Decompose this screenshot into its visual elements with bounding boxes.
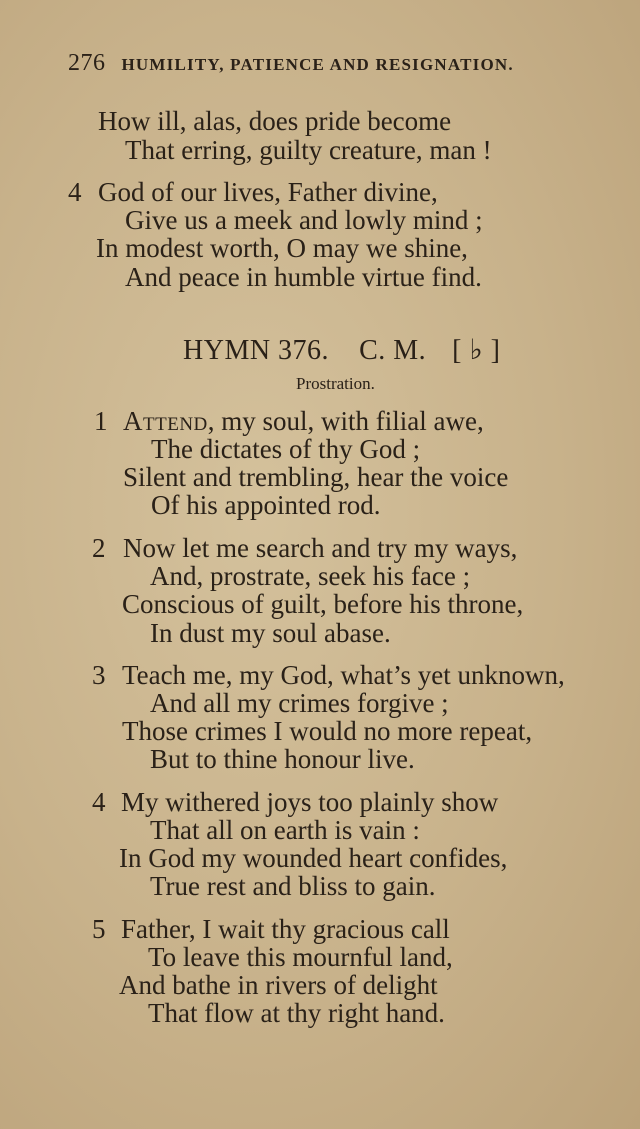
stanza-line: In dust my soul abase. bbox=[150, 618, 391, 648]
hymn-meter: C. M. bbox=[359, 335, 427, 366]
hymn-heading bbox=[183, 333, 501, 367]
stanza-line: Silent and trembling, hear the voice bbox=[123, 462, 509, 492]
first-line-rest: , my soul, with filial awe, bbox=[207, 406, 484, 436]
prev-stanza-line-3: In modest worth, O may we shine, bbox=[96, 233, 468, 263]
stanza-line: And bathe in rivers of delight bbox=[119, 970, 438, 1000]
stanza-line: That all on earth is vain : bbox=[150, 815, 420, 845]
stanza-line: And all my crimes forgive ; bbox=[150, 688, 449, 718]
prev-stanza-number: 4 bbox=[68, 177, 82, 207]
stanza-line: In God my wounded heart confides, bbox=[119, 843, 508, 873]
stanza-line: But to thine honour live. bbox=[150, 744, 415, 774]
stanza-line: Father, I wait thy gracious call bbox=[121, 914, 450, 944]
stanza-line: And, prostrate, seek his face ; bbox=[150, 561, 471, 591]
stanza-line: Now let me search and try my ways, bbox=[123, 533, 518, 563]
prev-stanza-line-1: God of our lives, Father divine, bbox=[98, 177, 438, 207]
stanza-number: 5 bbox=[92, 914, 106, 944]
stanza-line: Those crimes I would no more repeat, bbox=[122, 716, 533, 746]
stanza-line: Teach me, my God, what’s yet unknown, bbox=[122, 660, 565, 690]
hymn-subtitle: Prostration. bbox=[296, 374, 375, 393]
stanza-line: Conscious of guilt, before his throne, bbox=[122, 589, 524, 619]
drop-word: Attend bbox=[123, 406, 208, 436]
stanza-line bbox=[123, 408, 484, 435]
stanza-line: Of his appointed rod. bbox=[151, 490, 381, 520]
prev-line-2: That erring, guilty creature, man ! bbox=[125, 135, 492, 165]
running-title: HUMILITY, PATIENCE AND RESIGNATION. bbox=[121, 55, 514, 74]
prev-stanza-line-4: And peace in humble virtue find. bbox=[125, 262, 482, 292]
stanza-line: True rest and bliss to gain. bbox=[150, 871, 436, 901]
stanza-number: 4 bbox=[92, 787, 106, 817]
prev-stanza-line-2: Give us a meek and lowly mind ; bbox=[125, 205, 483, 235]
running-header bbox=[68, 50, 514, 77]
hymn-title: HYMN 376. bbox=[183, 335, 330, 366]
stanza-number: 2 bbox=[92, 533, 106, 563]
stanza-line: My withered joys too plainly show bbox=[121, 787, 499, 817]
stanza-number: 1 bbox=[94, 406, 108, 436]
prev-line-1: How ill, alas, does pride become bbox=[98, 106, 452, 136]
page-number: 276 bbox=[68, 50, 106, 76]
stanza-line: To leave this mournful land, bbox=[148, 942, 453, 972]
stanza-line: That flow at thy right hand. bbox=[148, 998, 445, 1028]
stanza-line: The dictates of thy God ; bbox=[151, 434, 421, 464]
stanza-number: 3 bbox=[92, 660, 106, 690]
hymn-key-mark: [ ♭ ] bbox=[452, 335, 501, 366]
